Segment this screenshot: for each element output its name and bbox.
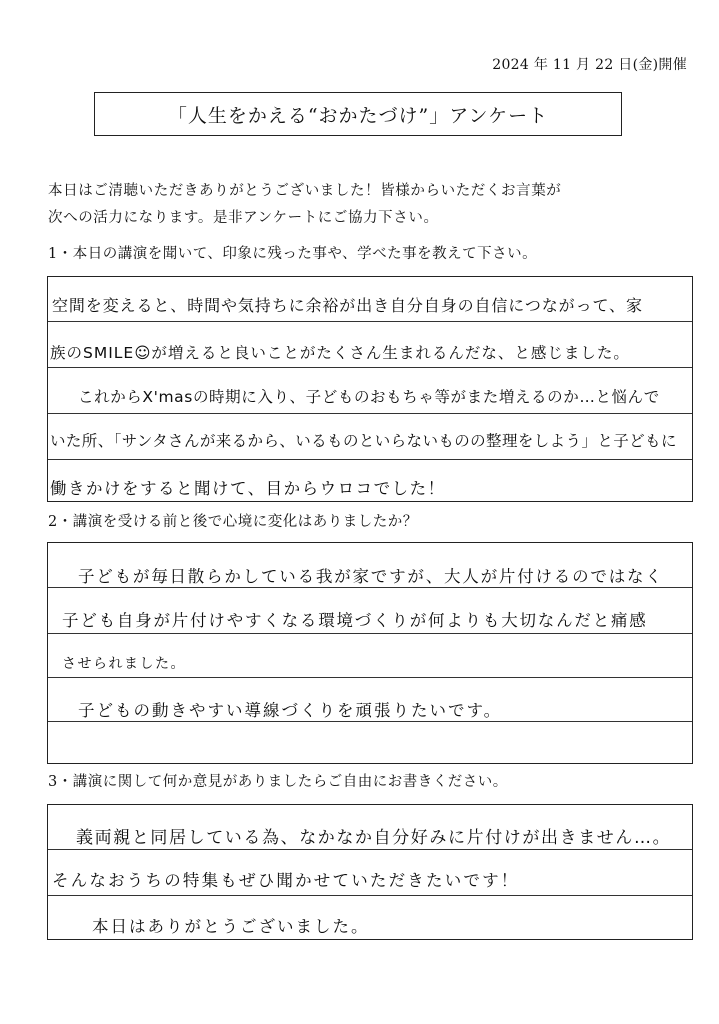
answer-1-line-3: これからX'masの時期に入り、子どものおもちゃ等がまた増えるのか…と悩んで [78, 388, 660, 406]
survey-title: 「人生をかえる“おかたづけ”」アンケート [167, 104, 549, 127]
intro-line-2: 次への活力になります。是非アンケートにご協力下さい。 [48, 210, 439, 226]
answer-1-line-5: 働きかけをすると聞けて、目からウロコでした！ [50, 479, 446, 498]
answer-rule [48, 895, 692, 896]
answer-rule [48, 587, 692, 588]
answer-rule [48, 849, 692, 850]
answer-2-line-2: 子ども自身が片付けやすくなる環境づくりが何よりも大切なんだと痛感 [62, 611, 648, 630]
answer-rule [48, 413, 692, 414]
question-1-label: 1・本日の講演を聞いて、印象に残った事や、学べた事を教えて下さい。 [48, 246, 538, 262]
answer-2-line-4: 子どもの動きやすい導線づくりを頑張りたいです。 [78, 701, 503, 720]
answer-3-line-1: 義両親と同居している為、なかなか自分好みに片付けが出きません…。 [76, 828, 672, 848]
answer-2-line-3: させられました。 [62, 656, 186, 672]
answer-2-line-1: 子どもが毎日散らかしている我が家ですが、大人が片付けるのではなく [78, 567, 664, 586]
answer-rule [48, 367, 692, 368]
question-2-label: 2・講演を受ける前と後で心境に変化はありましたか？ [48, 514, 418, 530]
question-3-label: 3・講演に関して何か意見がありましたらご自由にお書きください。 [48, 774, 508, 790]
answer-rule [48, 721, 692, 722]
answer-box-3 [47, 804, 693, 940]
answer-3-line-3: 本日はありがとうございました。 [92, 917, 370, 936]
answer-box-2 [47, 542, 693, 764]
event-date: 2024 年 11 月 22 日(金)開催 [492, 57, 687, 73]
answer-rule [48, 633, 692, 634]
answer-rule [48, 677, 692, 678]
answer-rule [48, 459, 692, 460]
answer-1-line-2: 族のSMILE☺が増えると良いことがたくさん生まれるんだな、と感じました。 [50, 344, 630, 362]
survey-title-box [94, 92, 622, 136]
answer-1-line-4: いた所、「サンタさんが来るから、いるものといらないものの整理をしよう」と子どもに [50, 432, 677, 450]
answer-3-line-2: そんなおうちの特集もぜひ聞かせていただきたいです！ [52, 871, 520, 890]
answer-1-line-1: 空間を変えると、時間や気持ちに余裕が出き自分自身の自信につながって、家 [52, 296, 643, 315]
intro-text [48, 178, 688, 232]
intro-line-1: 本日はご清聴いただきありがとうございました！皆様からいただくお言葉が [48, 183, 562, 199]
answer-box-1 [47, 276, 693, 502]
answer-rule [48, 321, 692, 322]
